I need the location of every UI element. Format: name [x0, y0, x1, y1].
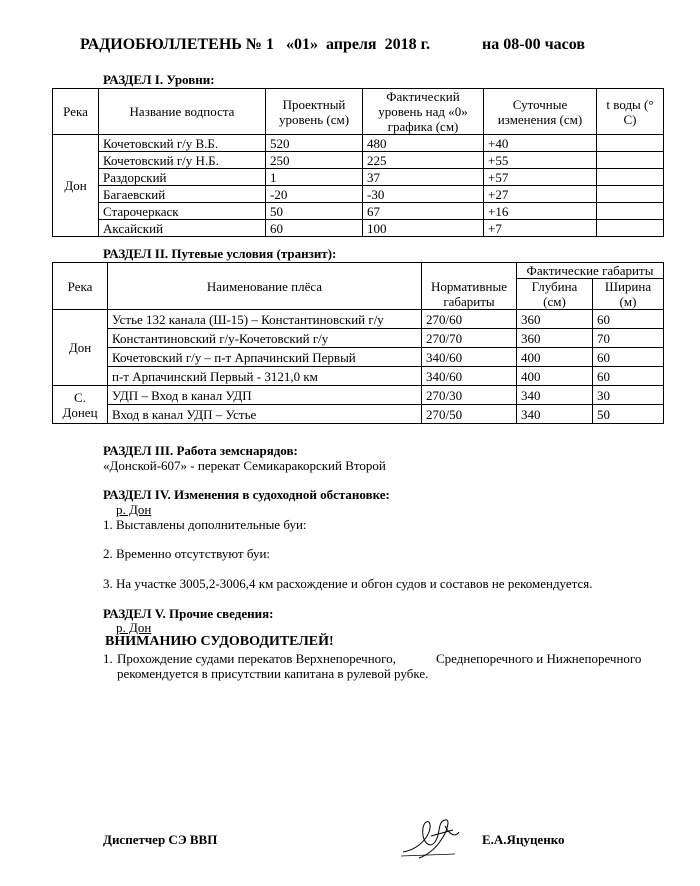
- normative-cell: 270/70: [422, 329, 517, 348]
- normative-cell: 340/60: [422, 348, 517, 367]
- river-cell: Дон: [53, 310, 108, 386]
- stretch-cell: Константиновский г/у-Кочетовский г/у: [108, 329, 422, 348]
- post-cell: Старочеркаск: [99, 203, 266, 220]
- section4-heading: РАЗДЕЛ IV. Изменения в судоходной обстановке:: [103, 487, 390, 502]
- col-actual: Фактический уровень над «0» графика (см): [363, 89, 484, 135]
- actual-cell: -30: [363, 186, 484, 203]
- post-cell: Кочетовский г/у В.Б.: [99, 135, 266, 152]
- width-cell: 60: [593, 310, 664, 329]
- section1-heading: РАЗДЕЛ I. Уровни:: [103, 72, 215, 87]
- temp-cell: [597, 186, 664, 203]
- bulletin-title-main: РАДИОБЮЛЛЕТЕНЬ № 1 «01» апреля 2018 г.: [80, 36, 431, 53]
- stretch-cell: Устье 132 канала (Ш-15) – Константиновский г/у: [108, 310, 422, 329]
- section5-river: р. Дон: [116, 620, 152, 635]
- change-cell: +55: [484, 152, 597, 169]
- section4-item-1: 1. Выставлены дополнительные буи:: [103, 517, 307, 532]
- table-row: [53, 169, 664, 186]
- depth-cell: 360: [517, 310, 593, 329]
- width-cell: 60: [593, 348, 664, 367]
- bulletin-title: [80, 36, 585, 54]
- actual-cell: 100: [363, 220, 484, 237]
- width-cell: 50: [593, 405, 664, 424]
- section5-item-line2: рекомендуется в присутствии капитана в рулевой рубке.: [117, 666, 429, 681]
- levels-table: [52, 88, 664, 237]
- col-width: Ширина (м): [593, 279, 664, 310]
- bulletin-time: на 08-00 часов: [482, 36, 585, 53]
- section3-heading: РАЗДЕЛ III. Работа земснарядов:: [103, 443, 298, 458]
- attention-notice: ВНИМАНИЮ СУДОВОДИТЕЛЕЙ!: [105, 634, 334, 649]
- change-cell: +7: [484, 220, 597, 237]
- table-row: [53, 348, 664, 367]
- normative-cell: 270/50: [422, 405, 517, 424]
- width-cell: 70: [593, 329, 664, 348]
- post-cell: Раздорский: [99, 169, 266, 186]
- dredger-info: «Донской-607» - перекат Семикаракорский Второй: [103, 458, 386, 473]
- stretch-cell: Кочетовский г/у – п-т Арпачинский Первый: [108, 348, 422, 367]
- project-cell: 50: [266, 203, 363, 220]
- normative-cell: 270/60: [422, 310, 517, 329]
- width-cell: 60: [593, 367, 664, 386]
- actual-cell: 480: [363, 135, 484, 152]
- depth-cell: 340: [517, 405, 593, 424]
- table-row: [53, 152, 664, 169]
- normative-cell: 270/30: [422, 386, 517, 405]
- col-project: Проектный уровень (см): [266, 89, 363, 135]
- stretch-cell: Вход в канал УДП – Устье: [108, 405, 422, 424]
- dispatcher-position: Диспетчер СЭ ВВП: [103, 832, 218, 847]
- change-cell: +16: [484, 203, 597, 220]
- col-river: Река: [53, 263, 108, 310]
- col-actual-group: Фактические габариты: [517, 263, 664, 279]
- normative-cell: 340/60: [422, 367, 517, 386]
- table-row: [53, 386, 664, 405]
- section4-item-3: 3. На участке 3005,2-3006,4 км расхождение и обгон судов и составов не рекомендуется.: [103, 576, 593, 591]
- actual-cell: 37: [363, 169, 484, 186]
- table-row: [53, 135, 664, 152]
- depth-cell: 400: [517, 348, 593, 367]
- project-cell: 250: [266, 152, 363, 169]
- actual-cell: 225: [363, 152, 484, 169]
- section2-heading: РАЗДЕЛ II. Путевые условия (транзит):: [103, 246, 337, 261]
- depth-cell: 400: [517, 367, 593, 386]
- stretch-cell: п-т Арпачинский Первый - 3121,0 км: [108, 367, 422, 386]
- table-row: [53, 186, 664, 203]
- section5-item-line1b: Среднепоречного и Нижнепоречного: [436, 651, 642, 666]
- project-cell: 1: [266, 169, 363, 186]
- temp-cell: [597, 203, 664, 220]
- river-cell: Дон: [53, 135, 99, 237]
- width-cell: 30: [593, 386, 664, 405]
- depth-cell: 340: [517, 386, 593, 405]
- temp-cell: [597, 169, 664, 186]
- col-normative: Нормативные габариты: [422, 263, 517, 310]
- table-row: [53, 310, 664, 329]
- table-row: [53, 367, 664, 386]
- post-cell: Кочетовский г/у Н.Б.: [99, 152, 266, 169]
- section4-item-2: 2. Временно отсутствуют буи:: [103, 546, 271, 561]
- change-cell: +27: [484, 186, 597, 203]
- project-cell: 520: [266, 135, 363, 152]
- table-row: [53, 203, 664, 220]
- temp-cell: [597, 135, 664, 152]
- stretch-cell: УДП – Вход в канал УДП: [108, 386, 422, 405]
- change-cell: +40: [484, 135, 597, 152]
- depth-cell: 360: [517, 329, 593, 348]
- col-temp: t воды (° С): [597, 89, 664, 135]
- col-depth: Глубина (см): [517, 279, 593, 310]
- col-change: Суточные изменения (см): [484, 89, 597, 135]
- temp-cell: [597, 152, 664, 169]
- section5-heading: РАЗДЕЛ V. Прочие сведения:: [103, 606, 274, 621]
- project-cell: -20: [266, 186, 363, 203]
- change-cell: +57: [484, 169, 597, 186]
- actual-cell: 67: [363, 203, 484, 220]
- transit-table: [52, 262, 664, 424]
- table-row: [53, 220, 664, 237]
- temp-cell: [597, 220, 664, 237]
- table-row: [53, 405, 664, 424]
- project-cell: 60: [266, 220, 363, 237]
- post-cell: Багаевский: [99, 186, 266, 203]
- post-cell: Аксайский: [99, 220, 266, 237]
- col-post: Название водпоста: [99, 89, 266, 135]
- signature-image: [395, 812, 475, 862]
- col-stretch: Наименование плёса: [108, 263, 422, 310]
- river-cell: С. Донец: [53, 386, 108, 424]
- section4-river: р. Дон: [116, 502, 152, 517]
- section5-item-line1a: Прохождение судами перекатов Верхнепоречного,: [117, 651, 396, 666]
- section5-item-num: 1.: [103, 651, 113, 666]
- col-river: Река: [53, 89, 99, 135]
- dispatcher-name: Е.А.Яцуценко: [482, 832, 565, 847]
- table-row: [53, 329, 664, 348]
